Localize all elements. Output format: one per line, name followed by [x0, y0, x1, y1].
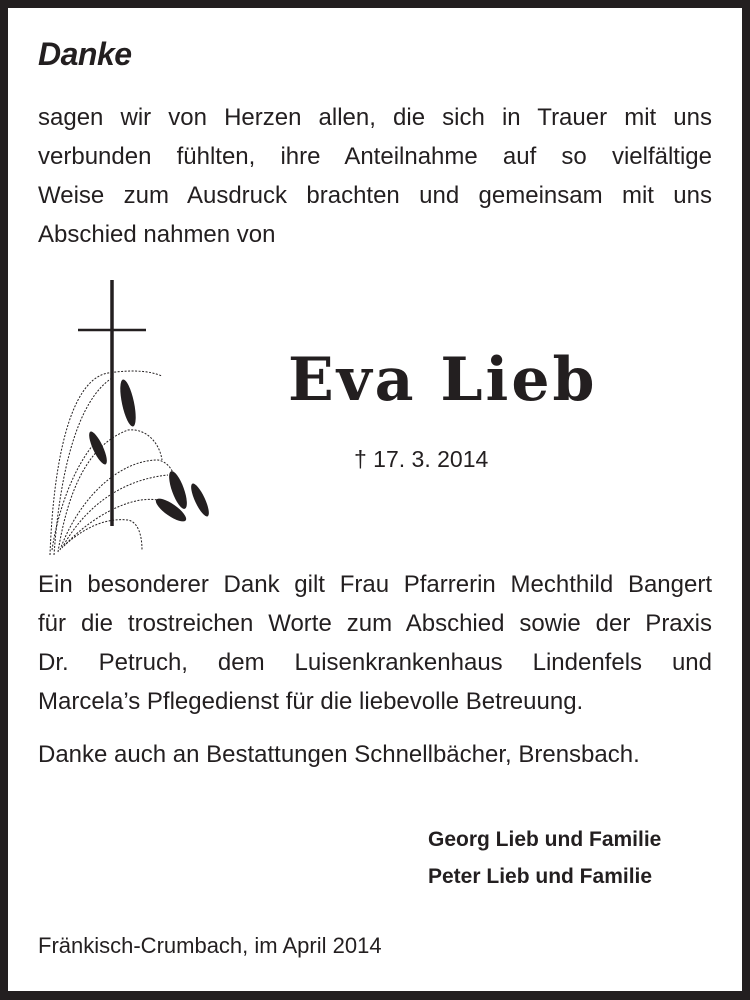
- funeral-thanks-line: Danke auch an Bestattungen Schnellbächer, Brensbach.: [38, 741, 640, 768]
- thanks-line: Marcela’s Pflegedienst für die liebevolle Betreuung.: [38, 688, 584, 715]
- intro-line: sagen wir von Herzen allen, die sich in Trauer mit uns: [38, 104, 712, 131]
- signature: Peter Lieb und Familie: [428, 865, 653, 888]
- funeral-thanks: [38, 735, 712, 774]
- deceased-name: Eva Lieb: [288, 345, 598, 415]
- place-date: Fränkisch-Crumbach, im April 2014: [38, 933, 382, 958]
- intro-line: verbunden fühlten, ihre Anteilnahme auf so vielfältige: [38, 143, 712, 170]
- thanks-line: Ein besonderer Dank gilt Frau Pfarrerin Mechthild Bangert: [38, 571, 712, 598]
- thanks-paragraph: [38, 565, 712, 721]
- obituary-notice: [8, 8, 742, 991]
- intro-line: Weise zum Ausdruck brachten und gemeinsam mit uns: [38, 182, 712, 209]
- intro-line: Abschied nahmen von: [38, 221, 276, 248]
- thanks-line: Dr. Petruch, dem Luisenkrankenhaus Lindenfels und: [38, 649, 712, 676]
- cross-with-wheat-icon: [38, 270, 238, 570]
- thanks-line: für die trostreichen Worte zum Abschied sowie der Praxis: [38, 610, 712, 637]
- death-date: † 17. 3. 2014: [354, 446, 489, 472]
- signature: Georg Lieb und Familie: [428, 828, 662, 851]
- intro-paragraph: [38, 98, 712, 254]
- heading: Danke: [38, 36, 132, 72]
